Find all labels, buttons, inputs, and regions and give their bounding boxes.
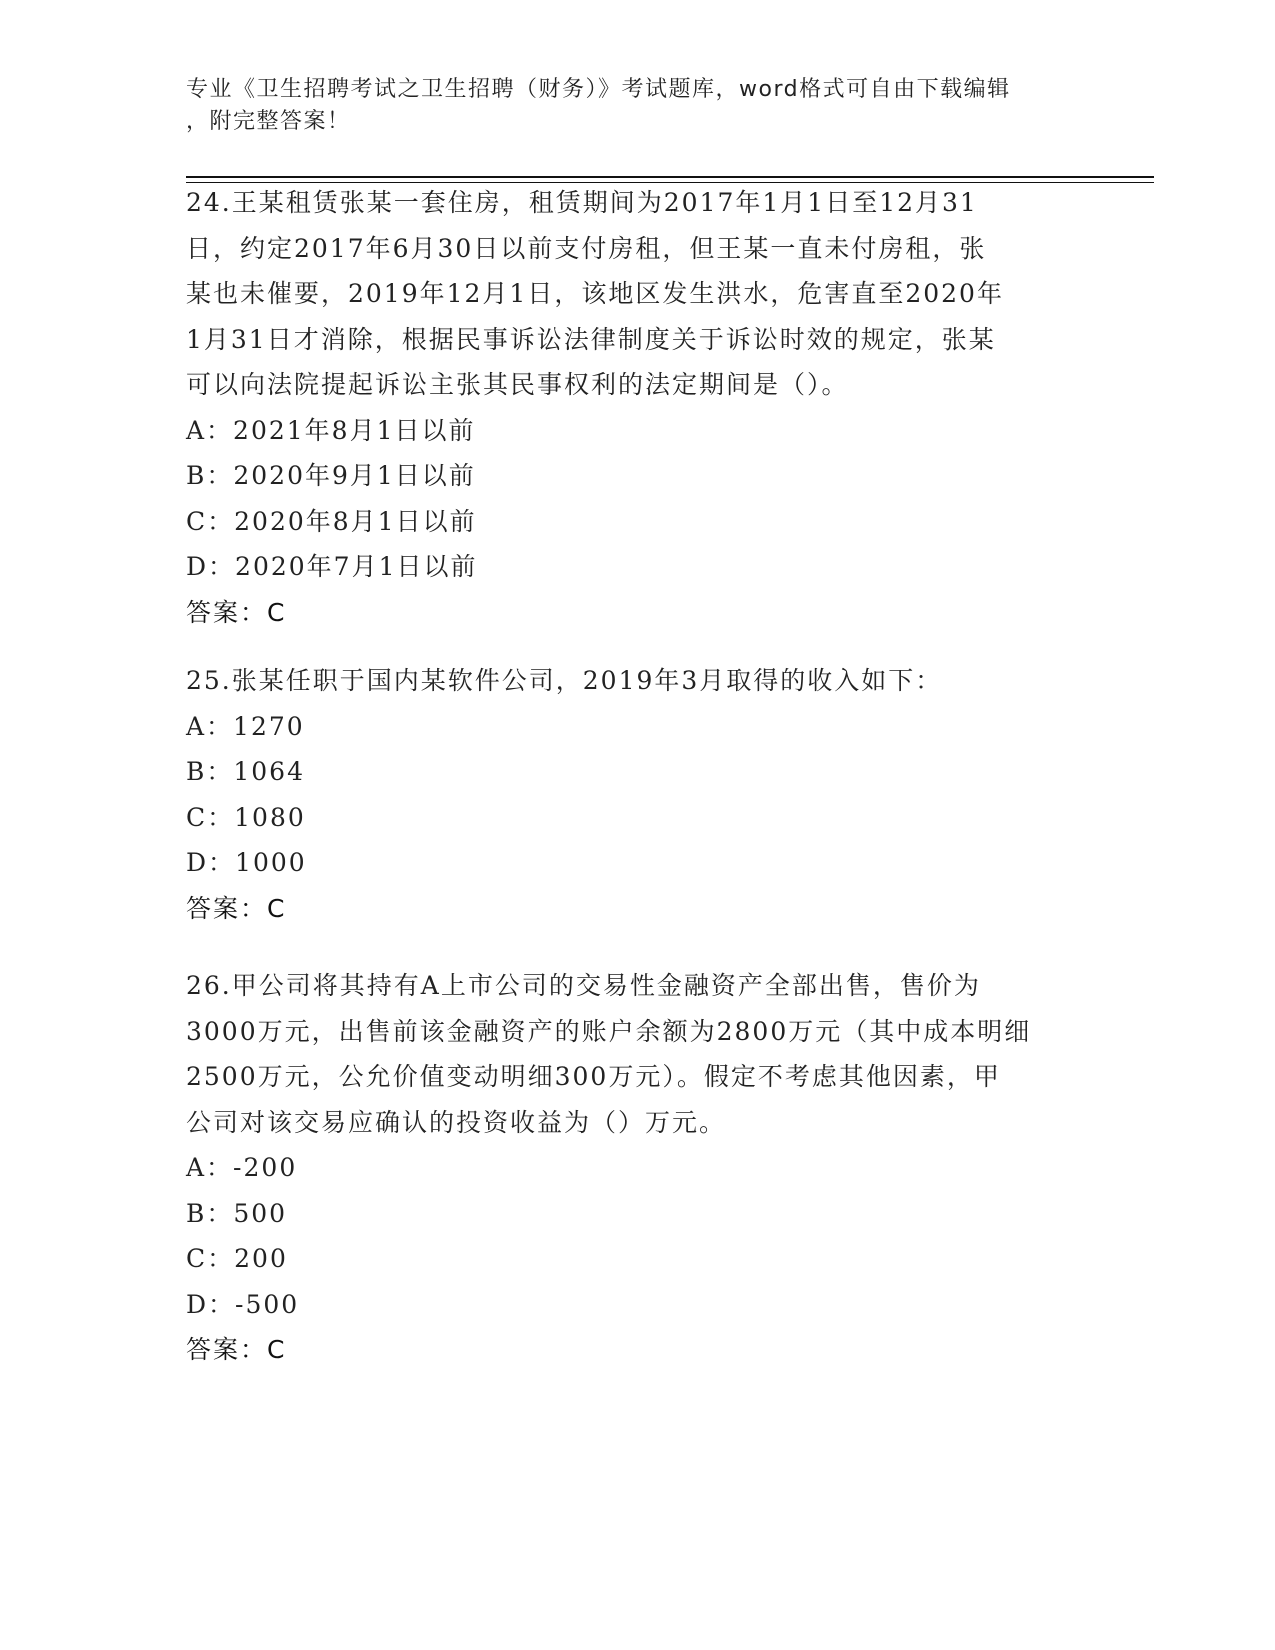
option-b: B：2020年9月1日以前 <box>186 461 476 490</box>
question-stem-line: 24.王某租赁张某一套住房，租赁期间为2017年1月1日至12月31 <box>186 188 978 217</box>
option-d: D：-500 <box>186 1289 300 1319</box>
question-stem-line: 3000万元，出售前该金融资产的账户余额为2800万元（其中成本明细 <box>186 1016 1032 1046</box>
question-stem-line: 可以向法院提起诉讼主张其民事权利的法定期间是（）。 <box>186 370 849 399</box>
option-a: A：1270 <box>186 711 305 741</box>
question-stem-line: 某也未催要，2019年12月1日，该地区发生洪水，危害直至2020年 <box>186 279 1004 308</box>
option-d: D：1000 <box>186 848 307 877</box>
header-line-2: ，附完整答案！ <box>186 109 351 134</box>
answer-line: 答案：C <box>186 597 287 627</box>
document-header <box>186 74 1086 138</box>
option-b: B：500 <box>186 1198 288 1228</box>
header-divider-thick <box>186 176 1154 178</box>
option-d: D：2020年7月1日以前 <box>186 552 478 581</box>
question-stem-line: 25.张某任职于国内某软件公司，2019年3月取得的收入如下： <box>186 666 943 695</box>
option-a: A：-200 <box>186 1153 298 1182</box>
question-stem-line: 2500万元，公允价值变动明细300万元）。假定不考虑其他因素，甲 <box>186 1062 1001 1091</box>
question-25 <box>186 658 1086 931</box>
answer-line: 答案：C <box>186 893 287 923</box>
question-stem-line: 26.甲公司将其持有A上市公司的交易性金融资产全部出售，售价为 <box>186 971 981 1000</box>
option-a: A：2021年8月1日以前 <box>186 415 476 445</box>
option-b: B：1064 <box>186 757 305 786</box>
header-line-1: 专业《卫生招聘考试之卫生招聘（财务）》考试题库，word格式可自由下载编辑 <box>186 77 1011 102</box>
option-c: C：200 <box>186 1244 288 1273</box>
question-24 <box>186 180 1086 635</box>
question-stem-line: 日，约定2017年6月30日以前支付房租，但王某一直未付房租，张 <box>186 233 987 263</box>
question-stem-line: 公司对该交易应确认的投资收益为（）万元。 <box>186 1107 727 1137</box>
question-stem-line: 1月31日才消除，根据民事诉讼法律制度关于诉讼时效的规定，张某 <box>186 324 996 354</box>
question-26 <box>186 963 1086 1373</box>
option-c: C：1080 <box>186 802 306 832</box>
option-c: C：2020年8月1日以前 <box>186 506 477 536</box>
answer-line: 答案：C <box>186 1335 287 1364</box>
